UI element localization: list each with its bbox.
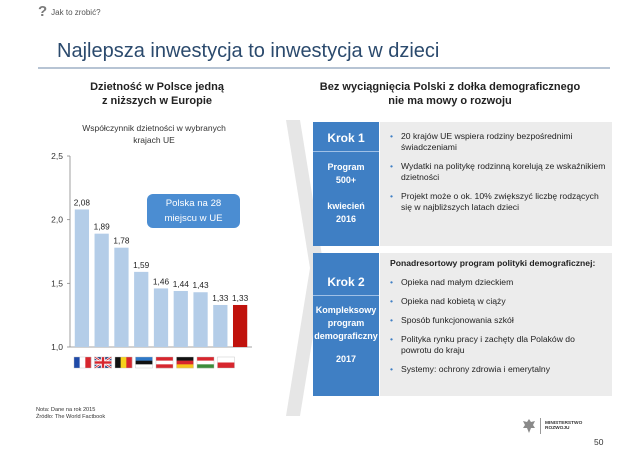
flag-germany-icon bbox=[177, 357, 194, 368]
step2-bullet-4: • Polityka rynku pracy i zachęty dla Polaków do powrotu do kraju bbox=[388, 334, 606, 356]
step2-bullet-5: • Systemy: ochrony zdrowia i emerytalny bbox=[388, 364, 606, 375]
step1-bullet-3: • Projekt może o ok. 10% zwiększyć liczbę rodzących się w najbliższych latach dzieci bbox=[388, 191, 606, 213]
left-subtitle-line1: Dzietność w Polsce jedną bbox=[90, 81, 224, 93]
right-subtitle-line1: Bez wyciągnięcia Polski z dołka demograficznego bbox=[319, 81, 581, 93]
step2-heading: Krok 2 bbox=[327, 275, 365, 289]
bar bbox=[134, 272, 148, 347]
step2-program-line2: program bbox=[327, 318, 365, 328]
ministry-logo bbox=[522, 418, 582, 434]
step2-content bbox=[390, 258, 606, 383]
flag-hungary-icon bbox=[197, 357, 214, 368]
logo-line2: ROZWOJU bbox=[545, 426, 570, 431]
flag-uk-icon bbox=[95, 357, 112, 368]
step2-intro: Ponadresortowy program polityki demograficznej: bbox=[390, 258, 596, 268]
bar bbox=[174, 291, 188, 347]
page-title: Najlepsza inwestycja to inwestycja w dzieci bbox=[57, 40, 440, 62]
logo-line1: MINISTERSTWO bbox=[545, 420, 583, 426]
bar-value-label: 1,33 bbox=[232, 292, 249, 303]
step2-box bbox=[313, 253, 379, 396]
y-tick-label: 2,5 bbox=[51, 151, 63, 161]
step2-bullet-3: • Sposób funkcjonowania szkół bbox=[388, 315, 606, 326]
callout-line1: Polska na 28 bbox=[165, 198, 222, 209]
left-subtitle-line2: z niższych w Europie bbox=[101, 95, 213, 107]
bar-value-label: 1,59 bbox=[133, 259, 150, 270]
bar-value-label: 1,33 bbox=[212, 292, 229, 303]
step2-bullet-1: • Opieka nad małym dzieckiem bbox=[388, 277, 606, 288]
logo-divider bbox=[540, 418, 541, 434]
poland-rank-callout bbox=[147, 194, 240, 228]
flag-austria-icon bbox=[156, 357, 173, 368]
logo-text bbox=[545, 421, 582, 432]
breadcrumb: Jak to zrobić? bbox=[51, 7, 101, 17]
bar-value-label: 1,44 bbox=[172, 278, 189, 289]
y-tick-label: 2,0 bbox=[51, 214, 63, 225]
step2-year: 2017 bbox=[335, 354, 357, 364]
flag-belgium-icon bbox=[115, 357, 132, 368]
step2-divider bbox=[313, 295, 379, 296]
step1-bullets bbox=[388, 131, 606, 221]
step1-date-line2: 2016 bbox=[335, 214, 357, 224]
step1-bullet-1: • 20 krajów UE wspiera rodziny bezpośrednimi świadczeniami bbox=[388, 131, 606, 153]
step1-bullet-2: • Wydatki na politykę rodzinną korelują ze wskaźnikiem dzietności bbox=[388, 161, 606, 183]
page-number: 50 bbox=[594, 437, 604, 447]
flag-poland-icon bbox=[218, 357, 235, 368]
bar bbox=[114, 248, 128, 347]
step1-box bbox=[313, 122, 379, 246]
step1-program-line2: 500+ bbox=[335, 175, 357, 185]
step2-bullet-2: • Opieka nad kobietą w ciąży bbox=[388, 296, 606, 307]
y-tick-label: 1,5 bbox=[51, 278, 63, 289]
chart-title-line2: krajach UE bbox=[133, 135, 175, 145]
step1-date-line1: kwiecień bbox=[327, 201, 365, 211]
flag-estonia-icon bbox=[136, 357, 153, 368]
step1-divider bbox=[313, 151, 379, 152]
eagle-emblem-icon bbox=[522, 418, 536, 434]
bar bbox=[233, 305, 247, 347]
right-subtitle-line2: nie ma mowy o rozwoju bbox=[388, 95, 512, 107]
flag-france-icon bbox=[74, 357, 91, 368]
bar bbox=[193, 292, 207, 347]
footnote bbox=[36, 407, 105, 421]
y-tick-label: 1,0 bbox=[51, 342, 63, 352]
callout-line2: miejscu w UE bbox=[164, 213, 223, 224]
footnote-line1: Nota: Dane na rok 2015 bbox=[36, 407, 96, 413]
bar-value-label: 1,46 bbox=[152, 276, 170, 287]
bar bbox=[213, 305, 227, 347]
step2-program-line3: demograficzny bbox=[314, 331, 378, 341]
step1-program-line1: Program bbox=[327, 162, 365, 172]
bar-value-label: 1,78 bbox=[113, 235, 130, 246]
right-subtitle bbox=[300, 80, 600, 108]
step2-program-line1: Kompleksowy bbox=[315, 305, 377, 315]
bar-value-label: 1,43 bbox=[192, 280, 209, 291]
bar bbox=[95, 234, 109, 347]
fertility-bar-chart bbox=[0, 0, 290, 400]
chart-title-line1: Współczynnik dzietności w wybranych bbox=[82, 123, 226, 133]
bar-value-label: 1,89 bbox=[93, 221, 110, 232]
bar bbox=[75, 209, 89, 347]
question-mark-icon: ? bbox=[38, 3, 48, 20]
step1-heading: Krok 1 bbox=[327, 131, 365, 145]
bar bbox=[154, 288, 168, 347]
footnote-line2: Źródło: The World Factbook bbox=[36, 414, 106, 420]
bar-value-label: 2,08 bbox=[73, 197, 90, 208]
